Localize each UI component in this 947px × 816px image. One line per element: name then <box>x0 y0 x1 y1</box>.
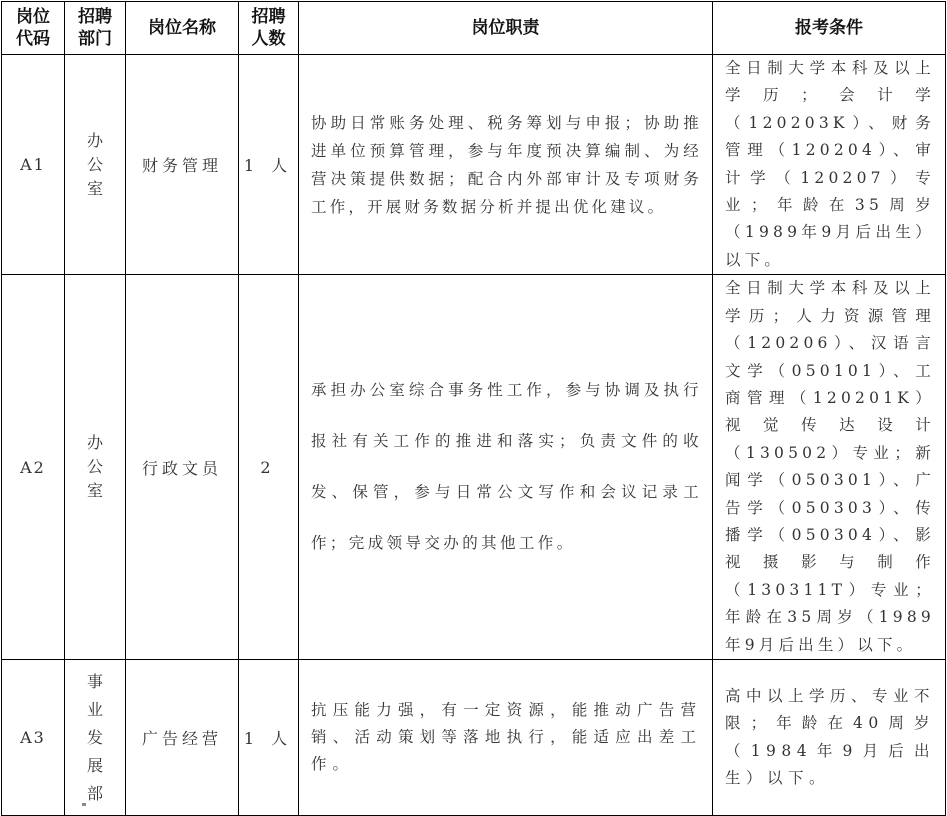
header-code: 岗位代码 <box>2 2 65 55</box>
header-row <box>2 2 946 55</box>
cell-requirements: 全日制大学本科及以上学历；人力资源管理（120206）、汉语言文学（050101）、工商管理（120201K）视觉传达设计（130502）专业；新闻学（050301）、广告学（050303）、传播学（050304）、影视摄影与制作（130311T）专业；年龄在35周岁（1989年9月后出生）以下。 <box>713 275 946 660</box>
table-row <box>2 660 946 816</box>
header-requirements: 报考条件 <box>713 2 946 55</box>
header-position: 岗位名称 <box>126 2 239 55</box>
cell-requirements: 全日制大学本科及以上学历；会计学（120203K）、财务管理（120204）、审计学（120207）专业；年龄在35周岁（1989年9月后出生）以下。 <box>713 55 946 275</box>
recruitment-table <box>1 1 946 816</box>
cell-department: 事业发展部 <box>65 660 126 816</box>
cell-duties: 协助日常账务处理、税务筹划与申报；协助推进单位预算管理，参与年度预决算编制、为经营决策提供数据；配合内外部审计及专项财务工作，开展财务数据分析并提出优化建议。 <box>299 55 713 275</box>
cell-department: 办公室 <box>65 55 126 275</box>
table-row <box>2 275 946 660</box>
cell-requirements: 高中以上学历、专业不限；年龄在40周岁（1984年9月后出生）以下。 <box>713 660 946 816</box>
header-count: 招聘人数 <box>239 2 299 55</box>
cell-count: 1 人 <box>239 55 299 275</box>
cell-count: 1 人 <box>239 660 299 816</box>
cell-code: A3 <box>2 660 65 816</box>
cell-code: A2 <box>2 275 65 660</box>
header-department: 招聘部门 <box>65 2 126 55</box>
cell-duties: 抗压能力强，有一定资源，能推动广告营销、活动策划等落地执行，能适应出差工作。 <box>299 660 713 816</box>
header-duties: 岗位职责 <box>299 2 713 55</box>
cell-code: A1 <box>2 55 65 275</box>
table-row <box>2 55 946 275</box>
cell-department: 办公室 <box>65 275 126 660</box>
cell-duties: 承担办公室综合事务性工作，参与协调及执行报社有关工作的推进和落实；负责文件的收发、保管，参与日常公文写作和会议记录工作；完成领导交办的其他工作。 <box>299 275 713 660</box>
cell-position: 广告经营 <box>126 660 239 816</box>
cell-position: 财务管理 <box>126 55 239 275</box>
cell-position: 行政文员 <box>126 275 239 660</box>
cell-count: 2 <box>239 275 299 660</box>
